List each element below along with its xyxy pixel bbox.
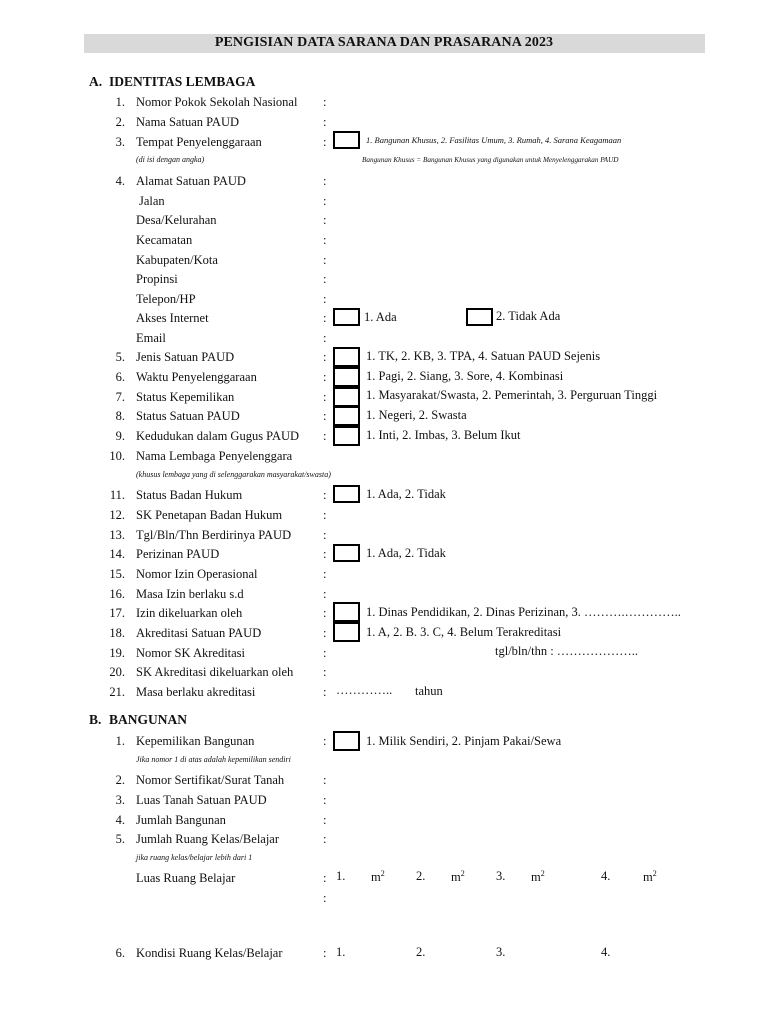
unit-sup: 2 — [460, 869, 465, 878]
b-item-label: Kepemilikan Bangunan — [136, 734, 255, 748]
perizinan-options: 1. Ada, 2. Tidak — [366, 546, 446, 560]
a-item-label: Telepon/HP — [136, 292, 196, 306]
a-item-label: Kedudukan dalam Gugus PAUD — [136, 429, 300, 443]
a-item-num: 3. — [115, 135, 125, 149]
kepemilikan-bangunan-options: 1. Milik Sendiri, 2. Pinjam Pakai/Sewa — [366, 734, 562, 748]
a-item-colon: : — [323, 272, 327, 286]
section-b-title: BANGUNAN — [109, 712, 188, 727]
a-item-colon: : — [323, 606, 327, 620]
a-item-colon: : — [323, 213, 327, 227]
a-item-num: 6. — [115, 370, 125, 384]
izin-options: 1. Dinas Pendidikan, 2. Dinas Perizinan, 3. ……….………….. — [366, 605, 681, 619]
masa-dots: ………….. — [336, 683, 393, 697]
a-item-colon: : — [323, 409, 327, 423]
masa-tahun: tahun — [415, 684, 443, 698]
a-item-label: Nomor Pokok Sekolah Nasional — [136, 95, 298, 109]
tgl-akreditasi: tgl/bln/thn : ……………….. — [495, 644, 639, 658]
a-item-label: Jalan — [139, 194, 165, 208]
b-item-colon: : — [323, 832, 327, 846]
a-item-num: 20. — [109, 665, 125, 679]
a-item-num: 17. — [109, 606, 125, 620]
luas-number: 4. — [601, 869, 611, 883]
kondisi-number: 2. — [416, 945, 426, 959]
a-item-colon: : — [323, 331, 327, 345]
jenis-options: 1. TK, 2. KB, 3. TPA, 4. Satuan PAUD Sejenis — [366, 349, 601, 363]
a-item-colon: : — [323, 135, 327, 149]
b-item-label: Nomor Sertifikat/Surat Tanah — [136, 773, 285, 787]
ruang-note: jika ruang kelas/belajar lebih dari 1 — [136, 853, 253, 862]
luas-unit — [531, 869, 545, 885]
a-item-colon: : — [323, 567, 327, 581]
a-item-colon: : — [323, 115, 327, 129]
luas-number: 1. — [336, 869, 346, 883]
b-item-num: 5. — [115, 832, 125, 846]
a-item-label: Email — [136, 331, 166, 345]
unit-m: m — [531, 870, 541, 884]
a-item-label: SK Akreditasi dikeluarkan oleh — [136, 665, 294, 679]
a-item-label: Masa Izin berlaku s.d — [136, 587, 244, 601]
a-item-label: Status Satuan PAUD — [136, 409, 240, 423]
a-item-label: Tempat Penyelenggaraan — [136, 135, 262, 149]
section-a-letter: A. — [89, 74, 103, 89]
internet-option-2: 2. Tidak Ada — [496, 309, 561, 323]
akreditasi-options: 1. A, 2. B. 3. C, 4. Belum Terakreditasi — [366, 625, 562, 639]
b-item-colon: : — [323, 813, 327, 827]
a-item-num: 19. — [109, 646, 125, 660]
b-item-num: 4. — [115, 813, 125, 827]
unit-sup: 2 — [540, 869, 545, 878]
a-item-colon: : — [323, 547, 327, 561]
luas-number: 2. — [416, 869, 426, 883]
section-b-heading — [89, 712, 187, 728]
b-item-colon: : — [323, 773, 327, 787]
tempat-note-2: Bangunan Khusus = Bangunan Khusus yang digunakan untuk Menyelenggarakan PAUD — [362, 156, 619, 164]
kondisi-number: 3. — [496, 945, 506, 959]
a-item-label: Masa berlaku akreditasi — [136, 685, 256, 699]
kepemilikan-options: 1. Masyarakat/Swasta, 2. Pemerintah, 3. Perguruan Tinggi — [366, 388, 658, 402]
a-item-label: Jenis Satuan PAUD — [136, 350, 235, 364]
a-item-colon: : — [323, 508, 327, 522]
a-item-num: 5. — [115, 350, 125, 364]
kondisi-colon: : — [323, 946, 327, 960]
a-item-label: SK Penetapan Badan Hukum — [136, 508, 283, 522]
a-item-label: Nomor Izin Operasional — [136, 567, 258, 581]
a-item-label: Status Kepemilikan — [136, 390, 235, 404]
b-item-colon: : — [323, 734, 327, 748]
a-item-num: 7. — [115, 390, 125, 404]
luas-ruang-label: Luas Ruang Belajar — [136, 871, 236, 885]
kondisi-number: 4. — [601, 945, 611, 959]
a-item-colon: : — [323, 488, 327, 502]
a-item-colon: : — [323, 429, 327, 443]
b-item-num: 3. — [115, 793, 125, 807]
kepemilikan-box[interactable] — [333, 387, 360, 407]
a-item-num: 1. — [115, 95, 125, 109]
a-item-colon: : — [323, 528, 327, 542]
a-item-colon: : — [323, 233, 327, 247]
a-item-num: 21. — [109, 685, 125, 699]
kondisi-number: 1. — [336, 945, 346, 959]
a-item-label: Kecamatan — [136, 233, 193, 247]
b-item-num: 1. — [115, 734, 125, 748]
badan-hukum-options: 1. Ada, 2. Tidak — [366, 487, 446, 501]
unit-sup: 2 — [652, 869, 657, 878]
unit-m: m — [451, 870, 461, 884]
lembaga-note: (khusus lembaga yang di selenggarakan masyarakat/swasta) — [136, 470, 331, 479]
internet-box-2[interactable] — [466, 308, 493, 326]
tempat-note: (di isi dengan angka) — [136, 155, 205, 164]
gugus-options: 1. Inti, 2. Imbas, 3. Belum Ikut — [366, 428, 521, 442]
a-item-label: Tgl/Bln/Thn Berdirinya PAUD — [136, 528, 292, 542]
a-item-colon: : — [323, 311, 327, 325]
a-item-num: 18. — [109, 626, 125, 640]
a-item-label: Nama Satuan PAUD — [136, 115, 240, 129]
a-item-label: Akses Internet — [136, 311, 209, 325]
a-item-num: 13. — [109, 528, 125, 542]
jenis-box[interactable] — [333, 347, 360, 367]
a-item-num: 4. — [115, 174, 125, 188]
b-item-colon: : — [323, 793, 327, 807]
a-item-label: Akreditasi Satuan PAUD — [136, 626, 262, 640]
akreditasi-box[interactable] — [333, 622, 360, 642]
a-item-colon: : — [323, 390, 327, 404]
a-item-label: Desa/Kelurahan — [136, 213, 217, 227]
waktu-box[interactable] — [333, 367, 360, 387]
a-item-colon: : — [323, 350, 327, 364]
a-item-colon: : — [323, 194, 327, 208]
status-box[interactable] — [333, 406, 360, 426]
a-item-label: Nomor SK Akreditasi — [136, 646, 246, 660]
a-item-num: 15. — [109, 567, 125, 581]
tempat-options: 1. Bangunan Khusus, 2. Fasilitas Umum, 3. Rumah, 4. Sarana Keagamaan — [366, 135, 622, 145]
a-item-num: 11. — [109, 488, 125, 502]
perizinan-box[interactable] — [333, 544, 360, 562]
luas-unit — [371, 869, 385, 885]
kondisi-num: 6. — [115, 946, 125, 960]
a-item-label: Nama Lembaga Penyelenggara — [136, 449, 293, 463]
unit-m: m — [643, 870, 653, 884]
tempat-input-box[interactable] — [333, 131, 360, 149]
a-item-num: 10. — [109, 449, 125, 463]
a-item-colon: : — [323, 95, 327, 109]
a-item-num: 8. — [115, 409, 125, 423]
internet-option-1: 1. Ada — [364, 310, 397, 324]
waktu-options: 1. Pagi, 2. Siang, 3. Sore, 4. Kombinasi — [366, 369, 564, 383]
internet-box-1[interactable] — [333, 308, 360, 326]
a-item-colon: : — [323, 253, 327, 267]
a-item-label: Perizinan PAUD — [136, 547, 220, 561]
status-options: 1. Negeri, 2. Swasta — [366, 408, 467, 422]
a-item-num: 2. — [115, 115, 125, 129]
a-item-colon: : — [323, 174, 327, 188]
a-item-colon: : — [323, 646, 327, 660]
a-item-colon: : — [323, 665, 327, 679]
unit-m: m — [371, 870, 381, 884]
page-title: PENGISIAN DATA SARANA DAN PRASARANA 2023 — [214, 35, 554, 50]
a-item-label: Kabupaten/Kota — [136, 253, 218, 267]
kepemilikan-bangunan-box[interactable] — [333, 731, 360, 751]
luas-unit — [643, 869, 657, 885]
izin-box[interactable] — [333, 602, 360, 622]
a-item-num: 12. — [109, 508, 125, 522]
luas-ruang-colon: : — [323, 871, 327, 885]
b-item-label: Jumlah Bangunan — [136, 813, 226, 827]
a-item-label: Alamat Satuan PAUD — [136, 174, 246, 188]
a-item-colon: : — [323, 292, 327, 306]
a-item-label: Propinsi — [136, 272, 178, 286]
a-item-num: 16. — [109, 587, 125, 601]
a-item-num: 9. — [115, 429, 125, 443]
kepemilikan-note: Jika nomor 1 di atas adalah kepemilikan sendiri — [136, 755, 291, 764]
a-item-colon: : — [323, 370, 327, 384]
b-item-label: Jumlah Ruang Kelas/Belajar — [136, 832, 280, 846]
b-item-label: Luas Tanah Satuan PAUD — [136, 793, 267, 807]
b-item-num: 2. — [115, 773, 125, 787]
luas-ruang-colon-2: : — [323, 891, 327, 905]
a-item-num: 14. — [109, 547, 125, 561]
a-item-colon: : — [323, 587, 327, 601]
a-item-colon: : — [323, 626, 327, 640]
a-item-colon: : — [323, 685, 327, 699]
kondisi-label: Kondisi Ruang Kelas/Belajar — [136, 946, 283, 960]
unit-sup: 2 — [380, 869, 385, 878]
luas-number: 3. — [496, 869, 506, 883]
section-b-letter: B. — [89, 712, 102, 727]
a-item-label: Waktu Penyelenggaraan — [136, 370, 257, 384]
badan-hukum-box[interactable] — [333, 485, 360, 503]
section-a-title: IDENTITAS LEMBAGA — [109, 74, 256, 89]
a-item-label: Izin dikeluarkan oleh — [136, 606, 243, 620]
section-a-heading — [89, 74, 255, 90]
luas-unit — [451, 869, 465, 885]
a-item-label: Status Badan Hukum — [136, 488, 243, 502]
gugus-box[interactable] — [333, 426, 360, 446]
